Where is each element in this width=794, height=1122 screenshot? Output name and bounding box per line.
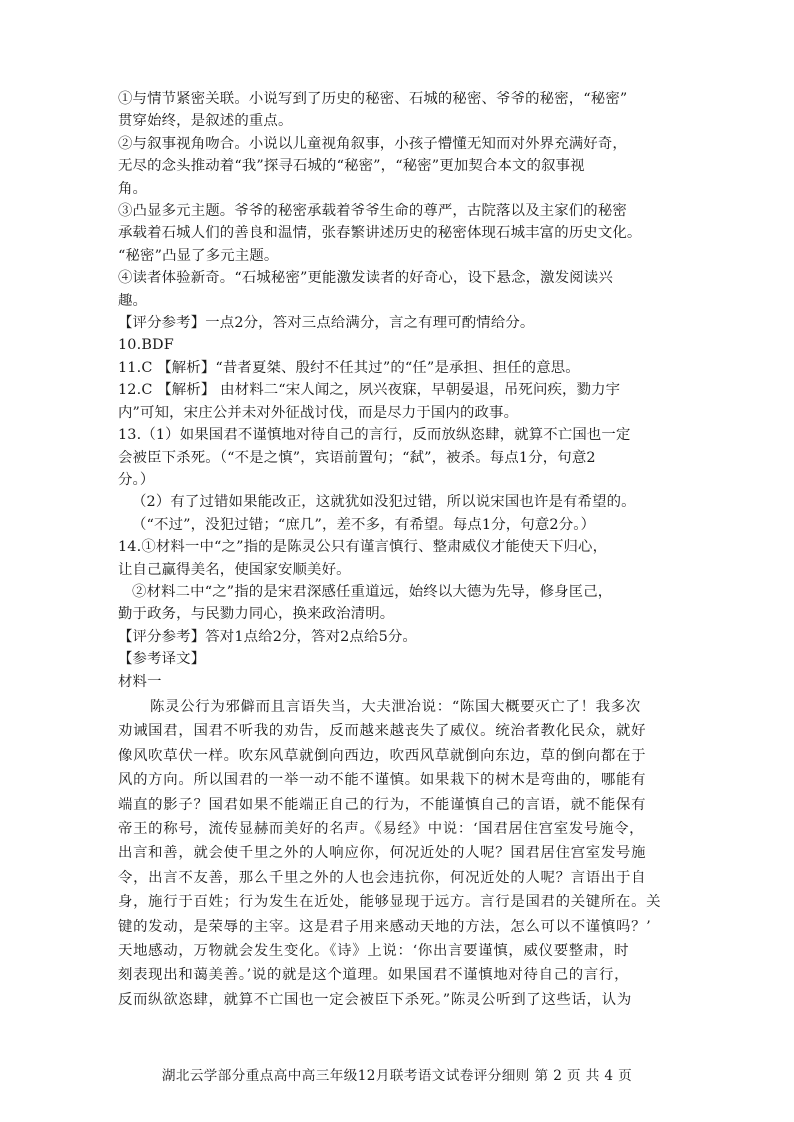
answer-line: 勤于政务，与民勠力同心，换来政治清明。	[118, 606, 395, 623]
translation-line: 刻表现出和蔼美善。’说的就是这个道理。如果国君不谨慎地对待自己的言行，	[118, 967, 630, 984]
answer-line: 材料一	[118, 673, 162, 690]
translation-line: 风的方向。所以国君的一举一动不能不谨慎。如果栽下的树木是弯曲的，哪能有	[118, 772, 647, 789]
answer-line: 分。）	[118, 471, 155, 488]
translation-line: 天地感动，万物就会发生变化。《诗》上说：‘你出言要谨慎，威仪要整肃，时	[118, 943, 630, 960]
answer-line: 会被臣下杀死。（“不是之慎”，宾语前置句；“弑”，被杀。每点1分，句意2	[118, 449, 596, 466]
answer-line: （2）有了过错如果能改正，这就犹如没犯过错，所以说宋国也许是有希望的。	[132, 494, 636, 511]
answer-line: 【评分参考】答对1点给2分，答对2点给5分。	[118, 628, 417, 645]
answer-line: 10.BDF	[118, 337, 174, 354]
answer-line: （“不过”，没犯过错；“庶几”，差不多，有希望。每点1分，句意2分。）	[132, 516, 596, 533]
translation-line: 劝诫国君，国君不听我的劝告，反而越来越丧失了威仪。统治者教化民众，就好	[118, 723, 647, 740]
answer-section	[118, 88, 688, 693]
answer-line: 13.（1）如果国君不谨慎地对待自己的言行，反而放纵恣肆，就算不亡国也一定	[118, 427, 631, 444]
translation-line: 键的发动，是荣辱的主宰。这是君子用来感动天地的方法，怎么可以不谨慎吗？’	[118, 918, 652, 935]
answer-line: 内”可知，宋庄公并未对外征战讨伐，而是尽力于国内的政事。	[118, 404, 519, 421]
answer-line: 让自己赢得美名，使国家安顺美好。	[118, 561, 351, 578]
answer-line: 承载着石城人们的善良和温情，张春繁讲述历史的秘密体现石城丰富的历史文化。	[118, 225, 642, 242]
answer-line: 11.C 【解析】“昔者夏桀、殷纣不任其过”的“任”是承担、担任的意思。	[118, 359, 580, 376]
page-content	[118, 88, 688, 1012]
answer-line: ④读者体验新奇。“石城秘密”更能激发读者的好奇心，设下悬念，激发阅读兴	[118, 270, 613, 287]
translation-line: 像风吹草伏一样。吹东风草就倒向西边，吹西风草就倒向东边，草的倒向都在于	[118, 747, 647, 764]
answer-line: 贯穿始终，是叙述的重点。	[118, 113, 293, 130]
translation-line: 帝王的称号，流传显赫而美好的名声。《易经》中说：‘国君居住宫室发号施令，	[118, 821, 645, 837]
answer-line: 【参考译文】	[118, 651, 206, 668]
translation-line: 令，出言不友善，那么千里之外的人也会违抗你，何况近处的人呢？言语出于自	[118, 869, 647, 886]
answer-line: ②材料二中“之”指的是宋君深感任重道远，始终以大德为先导，修身匡己，	[132, 583, 613, 600]
answer-line: 无尽的念头推动着“我”探寻石城的“秘密”，“秘密”更加契合本文的叙事视	[118, 158, 585, 175]
answer-line: 12.C 【解析】 由材料二“宋人闻之，夙兴夜寐，早朝晏退，吊死问疾，勠力宇	[118, 382, 621, 399]
translation-line: 陈灵公行为邪僻而且言语失当，大夫泄冶说：“陈国大概要灭亡了！我多次	[150, 698, 641, 715]
page-footer: 湖北云学部分重点高中高三年级12月联考语文试卷评分细则 第 2 页 共 4 页	[161, 1068, 633, 1084]
answer-line: “秘密”凸显了多元主题。	[118, 247, 279, 264]
answer-line: ①与情节紧密关联。小说写到了历史的秘密、石城的秘密、爷爷的秘密，“秘密”	[118, 91, 628, 107]
answer-line: 趣。	[118, 292, 148, 309]
answer-line: ②与叙事视角吻合。小说以儿童视角叙事，小孩子懵懂无知而对外界充满好奇，	[118, 135, 627, 152]
answer-line: 14.①材料一中“之”指的是陈灵公只有谨言慎行、整肃威仪才能使天下归心，	[118, 539, 608, 556]
translation-section	[118, 695, 688, 1012]
answer-line: 【评分参考】一点2分，答对三点给满分，言之有理可酌情给分。	[118, 315, 535, 332]
translation-line: 端直的影子？国君如果不能端正自己的行为，不能谨慎自己的言语，就不能保有	[118, 796, 647, 813]
answer-line: 角。	[118, 180, 148, 197]
translation-line: 反而纵欲恣肆，就算不亡国也一定会被臣下杀死。”陈灵公听到了这些话，认为	[118, 991, 632, 1008]
translation-line: 出言和善，就会使千里之外的人响应你，何况近处的人呢？国君居住宫室发号施	[118, 845, 647, 862]
answer-line: ③凸显多元主题。爷爷的秘密承载着爷爷生命的尊严，古院落以及主家们的秘密	[118, 203, 627, 220]
translation-line: 身，施行于百姓；行为发生在近处，能够显现于远方。言行是国君的关键所在。关	[118, 894, 662, 911]
